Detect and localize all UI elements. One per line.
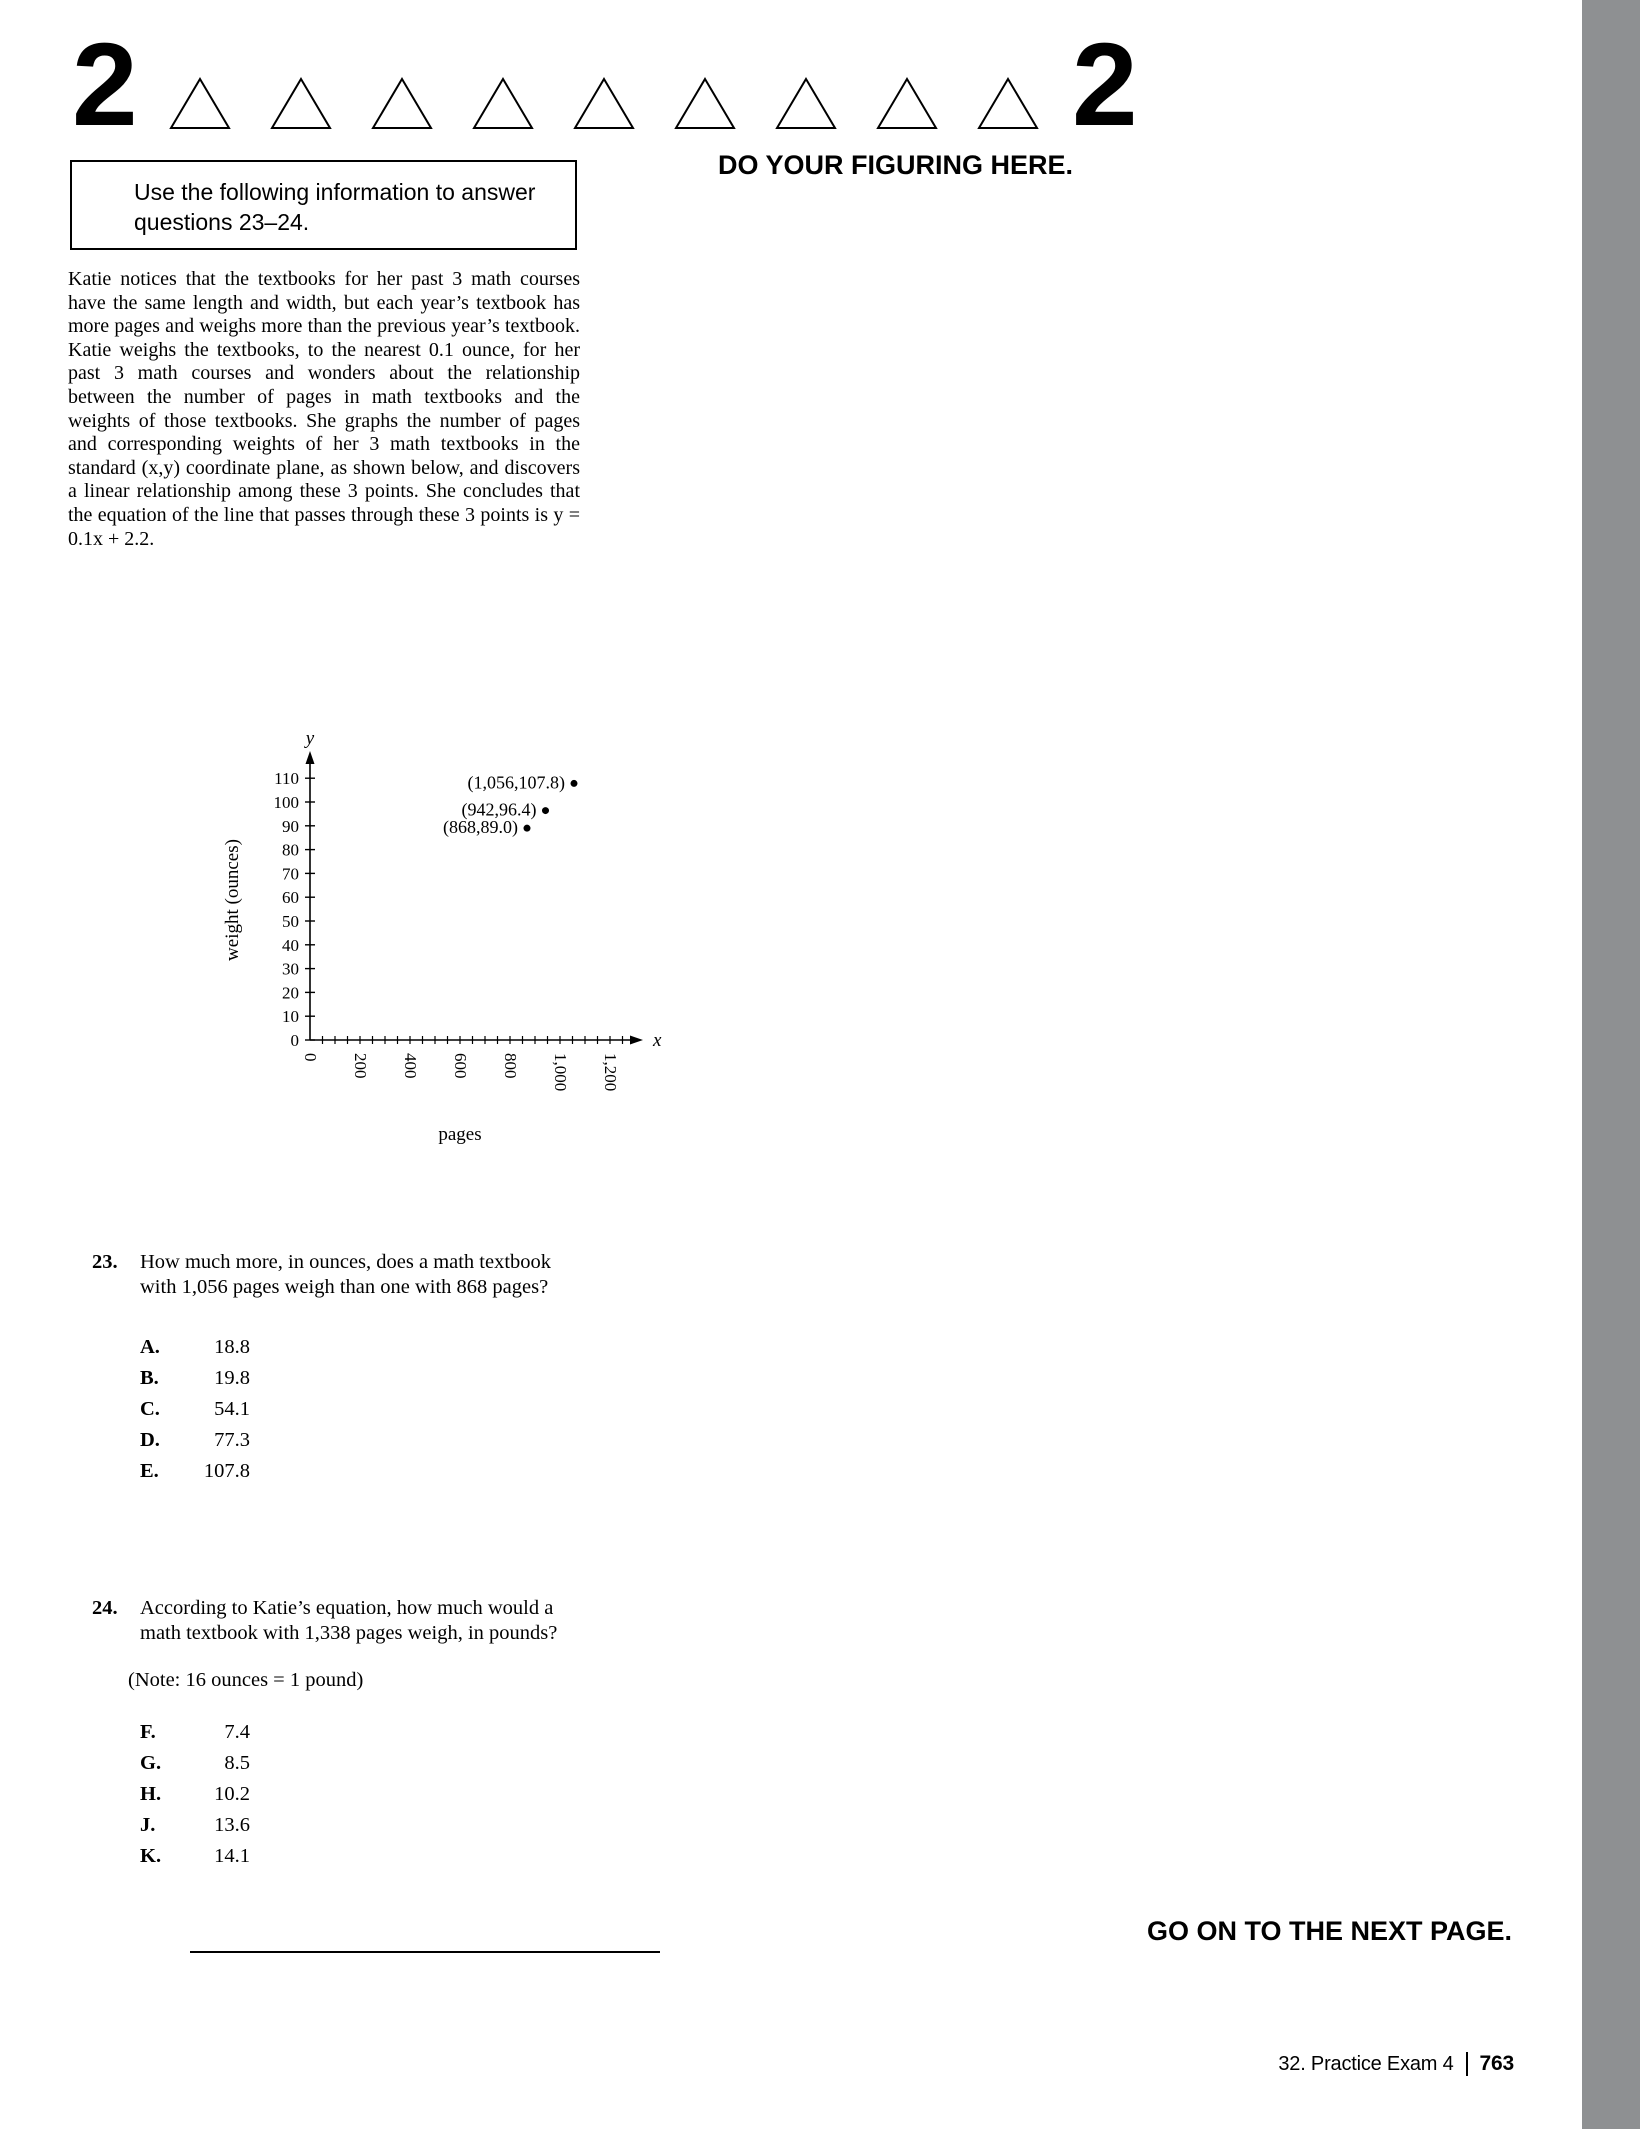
footer-page-number: 763: [1479, 2052, 1514, 2075]
question-text: According to Katie’s equation, how much would a math textbook with 1,338 pages weigh, in pounds?: [140, 1597, 558, 1644]
choice-row: [140, 1394, 585, 1425]
svg-text:70: 70: [282, 864, 299, 884]
svg-text:y: y: [305, 728, 315, 749]
choice-row: [140, 1717, 585, 1748]
footer-divider: [1466, 2052, 1468, 2076]
choice-row: [140, 1779, 585, 1810]
choice-row: [140, 1332, 585, 1363]
choice-row: [140, 1841, 585, 1872]
scatter-chart: [200, 710, 670, 1175]
svg-text:pages: pages: [438, 1124, 482, 1145]
info-box-text: Use the following information to answer questions 23–24.: [134, 179, 536, 235]
info-box: [70, 160, 577, 250]
passage-text: Katie notices that the textbooks for her past 3 math courses have the same length and width, but each year’s textbook has more pages and weighs more than the previous year’s textbook. Katie weighs the textbooks, to the nearest 0.1 ounce, for her past 3 math courses and wonders about the relationship between the number of pages in math textbooks and the weights of those textbooks. She graphs the number of pages and corresponding weights of her 3 math textbooks in the standard (x,y) coordinate plane, as shown below, and discovers a linear relationship among these 3 points. She concludes that the equation of the line that passes through these 3 points is y = 0.1x + 2.2.: [68, 268, 580, 550]
svg-text:(942,96.4): (942,96.4): [461, 799, 537, 820]
svg-text:x: x: [653, 1030, 662, 1051]
choice-row: [140, 1363, 585, 1394]
triangle-icon: [471, 76, 535, 132]
choice-value: 10.2: [214, 1783, 250, 1805]
svg-text:10: 10: [282, 1007, 299, 1027]
question-note: (Note: 16 ounces = 1 pound): [128, 1669, 364, 1691]
question-number: 24.: [92, 1597, 118, 1619]
choice-value: 18.8: [214, 1336, 250, 1358]
svg-text:90: 90: [282, 816, 299, 836]
section-number-left: 2: [72, 19, 136, 151]
svg-text:1,200: 1,200: [601, 1053, 620, 1092]
choice-value: 54.1: [214, 1398, 250, 1420]
triangle-icon: [370, 76, 434, 132]
svg-text:40: 40: [282, 935, 299, 955]
choice-value: 13.6: [214, 1814, 250, 1836]
svg-text:50: 50: [282, 912, 299, 931]
question-text: How much more, in ounces, does a math textbook with 1,056 pages weigh than one with 868 pages?: [140, 1251, 552, 1298]
choice-letter: A.: [140, 1336, 160, 1358]
choice-value: 19.8: [214, 1367, 250, 1389]
triangle-icon: [976, 76, 1040, 132]
svg-text:800: 800: [501, 1053, 520, 1079]
svg-text:30: 30: [282, 959, 299, 979]
choices-list: [140, 1717, 585, 1872]
choice-value: 7.4: [224, 1721, 250, 1743]
triangle-icon: [269, 76, 333, 132]
figuring-heading: DO YOUR FIGURING HERE.: [718, 150, 1074, 180]
triangle-row: [168, 76, 1040, 132]
choice-letter: D.: [140, 1429, 160, 1451]
choice-row: [140, 1425, 585, 1456]
svg-text:(868,89.0): (868,89.0): [443, 817, 518, 838]
svg-text:110: 110: [274, 769, 299, 789]
choice-letter: E.: [140, 1460, 159, 1482]
triangle-icon: [774, 76, 838, 132]
triangle-icon: [673, 76, 737, 132]
choice-row: [140, 1456, 585, 1487]
choice-letter: K.: [140, 1845, 162, 1867]
choice-letter: C.: [140, 1398, 160, 1420]
section-number-right: 2: [1072, 19, 1136, 151]
choice-value: 8.5: [224, 1752, 250, 1774]
choice-letter: F.: [140, 1721, 156, 1743]
svg-text:0: 0: [301, 1053, 320, 1062]
page-edge-bar: [1582, 0, 1640, 2129]
go-on-text: GO ON TO THE NEXT PAGE.: [1146, 1916, 1512, 1946]
triangle-icon: [875, 76, 939, 132]
svg-text:(1,056,107.8): (1,056,107.8): [467, 772, 565, 793]
choice-value: 107.8: [203, 1460, 250, 1482]
svg-text:400: 400: [401, 1053, 420, 1079]
choice-value: 14.1: [214, 1845, 250, 1867]
choice-row: [140, 1748, 585, 1779]
svg-text:60: 60: [282, 888, 299, 908]
svg-text:0: 0: [290, 1031, 299, 1050]
question-23: [92, 1250, 585, 1487]
choice-row: [140, 1810, 585, 1841]
choice-letter: B.: [140, 1367, 159, 1389]
svg-text:600: 600: [451, 1053, 470, 1079]
choice-letter: J.: [140, 1814, 156, 1836]
footer-chapter: 32. Practice Exam 4: [1278, 2052, 1454, 2075]
svg-text:80: 80: [282, 840, 299, 860]
chart-canvas: [200, 710, 670, 1170]
svg-text:200: 200: [351, 1053, 370, 1079]
svg-text:weight (ounces): weight (ounces): [222, 839, 243, 961]
choices-list: [140, 1332, 585, 1487]
svg-text:100: 100: [273, 793, 299, 812]
choice-letter: H.: [140, 1783, 162, 1805]
choice-letter: G.: [140, 1752, 162, 1774]
svg-text:1,000: 1,000: [551, 1053, 570, 1092]
question-number: 23.: [92, 1251, 118, 1273]
svg-text:20: 20: [282, 983, 299, 1003]
question-24: [92, 1596, 585, 1872]
page-footer: [1278, 2052, 1514, 2076]
figuring-divider-line: [190, 1951, 660, 1953]
triangle-icon: [572, 76, 636, 132]
question-body: [128, 1596, 585, 1872]
choice-value: 77.3: [214, 1429, 250, 1451]
triangle-icon: [168, 76, 232, 132]
question-body: [140, 1250, 585, 1487]
